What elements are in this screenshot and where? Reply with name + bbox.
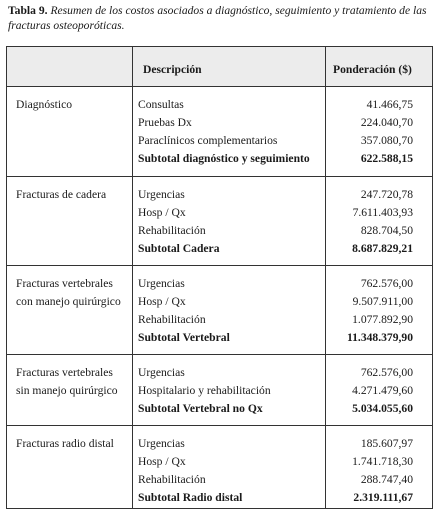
row-description: Rehabilitación xyxy=(138,473,206,486)
table-row xyxy=(7,114,432,132)
row-description: Urgencias xyxy=(138,366,185,379)
row-value: 185.607,97 xyxy=(360,437,413,450)
row-description: Rehabilitación xyxy=(138,313,206,326)
row-description: Rehabilitación xyxy=(138,224,206,237)
table-row xyxy=(7,96,432,114)
table-row xyxy=(7,186,432,204)
table-row xyxy=(7,132,432,150)
subtotal-row xyxy=(7,240,432,258)
category-label: Fracturas radio distal xyxy=(16,437,114,450)
row-value: 5.034.055,60 xyxy=(352,402,413,415)
row-value: 7.611.403,93 xyxy=(352,206,413,219)
row-description: Hospitalario y rehabilitación xyxy=(138,384,271,397)
header-description: Descripción xyxy=(143,63,202,76)
table-row xyxy=(7,311,432,329)
table-group xyxy=(7,425,432,508)
row-value: 762.576,00 xyxy=(360,277,413,290)
table-group xyxy=(7,176,432,265)
row-value: 828.704,50 xyxy=(360,224,413,237)
row-value: 1.741.718,30 xyxy=(352,455,413,468)
table-row xyxy=(7,382,432,400)
row-description: Hosp / Qx xyxy=(138,295,186,308)
row-description: Subtotal Vertebral no Qx xyxy=(138,402,263,415)
row-value: 2.319.111,67 xyxy=(353,491,413,504)
table-header xyxy=(7,47,432,87)
row-value: 11.348.379,90 xyxy=(346,331,413,344)
table-row xyxy=(7,435,432,453)
subtotal-row xyxy=(7,150,432,168)
row-description: Pruebas Dx xyxy=(138,116,192,129)
row-value: 762.576,00 xyxy=(360,366,413,379)
row-description: Hosp / Qx xyxy=(138,455,186,468)
subtotal-row xyxy=(7,400,432,418)
row-description: Urgencias xyxy=(138,277,185,290)
row-value: 622.588,15 xyxy=(360,152,413,165)
row-description: Subtotal Radio distal xyxy=(138,491,243,504)
row-value: 288.747,40 xyxy=(360,473,413,486)
row-description: Urgencias xyxy=(138,188,185,201)
table-caption-label: Tabla 9. xyxy=(8,4,48,17)
table-row xyxy=(7,364,432,382)
table-caption xyxy=(8,4,434,33)
row-value: 8.687.829,21 xyxy=(352,242,413,255)
table-row xyxy=(7,453,432,471)
subtotal-row xyxy=(7,329,432,347)
row-value: 41.466,75 xyxy=(366,98,413,111)
row-description: Subtotal diagnóstico y seguimiento xyxy=(138,152,310,165)
row-description: Urgencias xyxy=(138,437,185,450)
category-label: Fracturas vertebrales xyxy=(16,366,113,379)
row-value: 224.040,70 xyxy=(360,116,413,129)
table-row xyxy=(7,222,432,240)
table-caption-text: Resumen de los costos asociados a diagnóstico, seguimiento y tratamiento de las fracturas osteoporóticas. xyxy=(8,4,427,32)
row-description: Subtotal Cadera xyxy=(138,242,220,255)
table-group xyxy=(7,265,432,354)
table-row xyxy=(7,293,432,311)
subtotal-row xyxy=(7,489,432,507)
category-label: Diagnóstico xyxy=(16,98,73,111)
header-value: Ponderación ($) xyxy=(333,63,412,76)
row-value: 357.080,70 xyxy=(360,134,413,147)
row-value: 1.077.892,90 xyxy=(352,313,413,326)
row-description: Hosp / Qx xyxy=(138,206,186,219)
table-row xyxy=(7,471,432,489)
row-value: 247.720,78 xyxy=(360,188,413,201)
row-description: Paraclínicos complementarios xyxy=(138,134,278,147)
row-value: 4.271.479,60 xyxy=(352,384,413,397)
table-row xyxy=(7,204,432,222)
category-label: sin manejo quirúrgico xyxy=(16,384,118,397)
table-group xyxy=(7,354,432,425)
category-label: Fracturas vertebrales xyxy=(16,277,113,290)
category-label: Fracturas de cadera xyxy=(16,188,107,201)
table-group xyxy=(7,87,432,176)
category-label: con manejo quirúrgico xyxy=(16,295,121,308)
cost-summary-table xyxy=(6,46,433,509)
table-row xyxy=(7,275,432,293)
row-value: 9.507.911,00 xyxy=(352,295,413,308)
row-description: Subtotal Vertebral xyxy=(138,331,230,344)
row-description: Consultas xyxy=(138,98,184,111)
